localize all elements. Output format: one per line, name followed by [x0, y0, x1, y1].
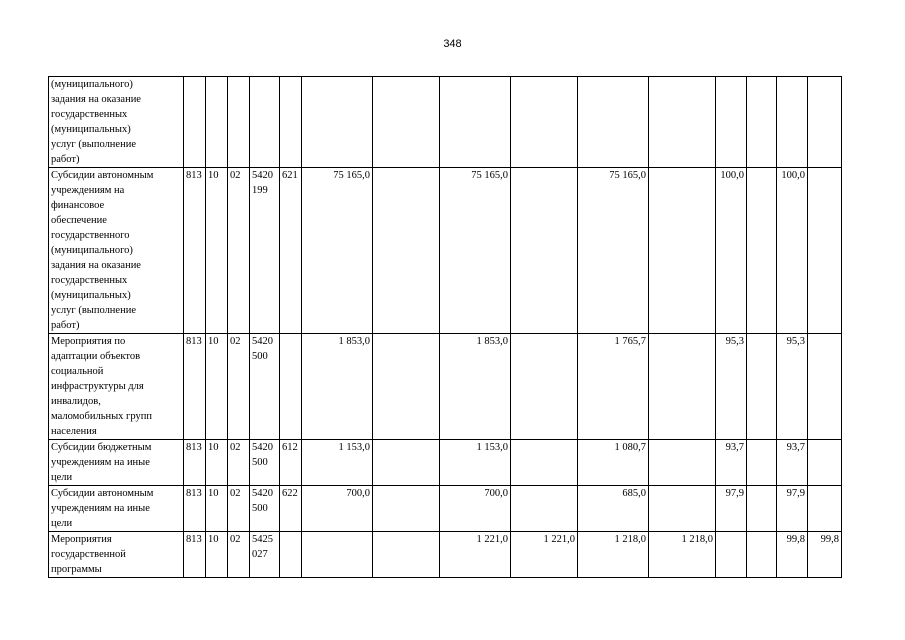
subsection-code: 02	[228, 334, 250, 440]
expense-type-code: 621	[280, 168, 302, 334]
target-article-code: 5425 027	[250, 532, 280, 578]
value-cell-6	[649, 334, 716, 440]
value-cell-6	[649, 168, 716, 334]
row-name: Субсидии автономным учреждениям на финансовое обеспечение государственного (муниципального) задания на оказание государственных (муниципальных) услуг (выполнение работ)	[49, 168, 184, 334]
row-name: (муниципального) задания на оказание государственных (муниципальных) услуг (выполнение работ)	[49, 77, 184, 168]
ministry-code	[184, 77, 206, 168]
target-article-code	[250, 77, 280, 168]
value-cell-9: 95,3	[777, 334, 808, 440]
subsection-code: 02	[228, 440, 250, 486]
value-cell-1: 1 853,0	[302, 334, 373, 440]
value-cell-9: 100,0	[777, 168, 808, 334]
value-cell-8	[747, 486, 777, 532]
value-cell-3: 75 165,0	[440, 168, 511, 334]
value-cell-3	[440, 77, 511, 168]
value-cell-2	[373, 77, 440, 168]
value-cell-6: 1 218,0	[649, 532, 716, 578]
value-cell-5: 685,0	[578, 486, 649, 532]
value-cell-9: 97,9	[777, 486, 808, 532]
expense-type-code: 612	[280, 440, 302, 486]
value-cell-8	[747, 168, 777, 334]
value-cell-3: 1 153,0	[440, 440, 511, 486]
section-code: 10	[206, 334, 228, 440]
value-cell-6	[649, 486, 716, 532]
section-code: 10	[206, 168, 228, 334]
row-name: Субсидии бюджетным учреждениям на иные цели	[49, 440, 184, 486]
target-article-code: 5420 500	[250, 334, 280, 440]
value-cell-10	[808, 168, 842, 334]
ministry-code: 813	[184, 532, 206, 578]
value-cell-5: 75 165,0	[578, 168, 649, 334]
value-cell-8	[747, 532, 777, 578]
expense-type-code	[280, 77, 302, 168]
value-cell-4: 1 221,0	[511, 532, 578, 578]
value-cell-2	[373, 440, 440, 486]
value-cell-5: 1 080,7	[578, 440, 649, 486]
value-cell-9: 99,8	[777, 532, 808, 578]
value-cell-2	[373, 486, 440, 532]
subsection-code: 02	[228, 168, 250, 334]
row-name: Мероприятия государственной программы	[49, 532, 184, 578]
value-cell-4	[511, 486, 578, 532]
value-cell-1: 75 165,0	[302, 168, 373, 334]
ministry-code: 813	[184, 334, 206, 440]
value-cell-7: 93,7	[716, 440, 747, 486]
value-cell-5: 1 218,0	[578, 532, 649, 578]
ministry-code: 813	[184, 168, 206, 334]
value-cell-7: 97,9	[716, 486, 747, 532]
page-number: 348	[443, 38, 462, 50]
value-cell-3: 700,0	[440, 486, 511, 532]
value-cell-4	[511, 440, 578, 486]
value-cell-6	[649, 77, 716, 168]
value-cell-7: 95,3	[716, 334, 747, 440]
table-row	[49, 532, 842, 578]
ministry-code: 813	[184, 486, 206, 532]
value-cell-8	[747, 77, 777, 168]
target-article-code: 5420 500	[250, 440, 280, 486]
value-cell-2	[373, 334, 440, 440]
value-cell-5: 1 765,7	[578, 334, 649, 440]
subsection-code	[228, 77, 250, 168]
target-article-code: 5420 199	[250, 168, 280, 334]
table-row	[49, 77, 842, 168]
value-cell-4	[511, 334, 578, 440]
section-code: 10	[206, 486, 228, 532]
row-name: Мероприятия по адаптации объектов социальной инфраструктуры для инвалидов, маломобильных групп населения	[49, 334, 184, 440]
value-cell-1	[302, 532, 373, 578]
value-cell-5	[578, 77, 649, 168]
subsection-code: 02	[228, 486, 250, 532]
table-body	[49, 77, 842, 578]
row-name: Субсидии автономным учреждениям на иные цели	[49, 486, 184, 532]
subsection-code: 02	[228, 532, 250, 578]
target-article-code: 5420 500	[250, 486, 280, 532]
value-cell-7: 100,0	[716, 168, 747, 334]
value-cell-3: 1 853,0	[440, 334, 511, 440]
section-code: 10	[206, 532, 228, 578]
expense-type-code	[280, 532, 302, 578]
value-cell-10	[808, 440, 842, 486]
budget-table	[48, 76, 842, 578]
value-cell-8	[747, 334, 777, 440]
value-cell-7	[716, 532, 747, 578]
value-cell-8	[747, 440, 777, 486]
table-row	[49, 334, 842, 440]
section-code: 10	[206, 440, 228, 486]
value-cell-7	[716, 77, 747, 168]
value-cell-9	[777, 77, 808, 168]
value-cell-1: 700,0	[302, 486, 373, 532]
value-cell-10	[808, 334, 842, 440]
value-cell-10: 99,8	[808, 532, 842, 578]
value-cell-4	[511, 168, 578, 334]
value-cell-3: 1 221,0	[440, 532, 511, 578]
value-cell-9: 93,7	[777, 440, 808, 486]
value-cell-2	[373, 532, 440, 578]
value-cell-6	[649, 440, 716, 486]
section-code	[206, 77, 228, 168]
value-cell-10	[808, 486, 842, 532]
expense-type-code	[280, 334, 302, 440]
value-cell-4	[511, 77, 578, 168]
table-row	[49, 168, 842, 334]
value-cell-1: 1 153,0	[302, 440, 373, 486]
table-row	[49, 440, 842, 486]
value-cell-10	[808, 77, 842, 168]
value-cell-2	[373, 168, 440, 334]
value-cell-1	[302, 77, 373, 168]
expense-type-code: 622	[280, 486, 302, 532]
ministry-code: 813	[184, 440, 206, 486]
table-row	[49, 486, 842, 532]
